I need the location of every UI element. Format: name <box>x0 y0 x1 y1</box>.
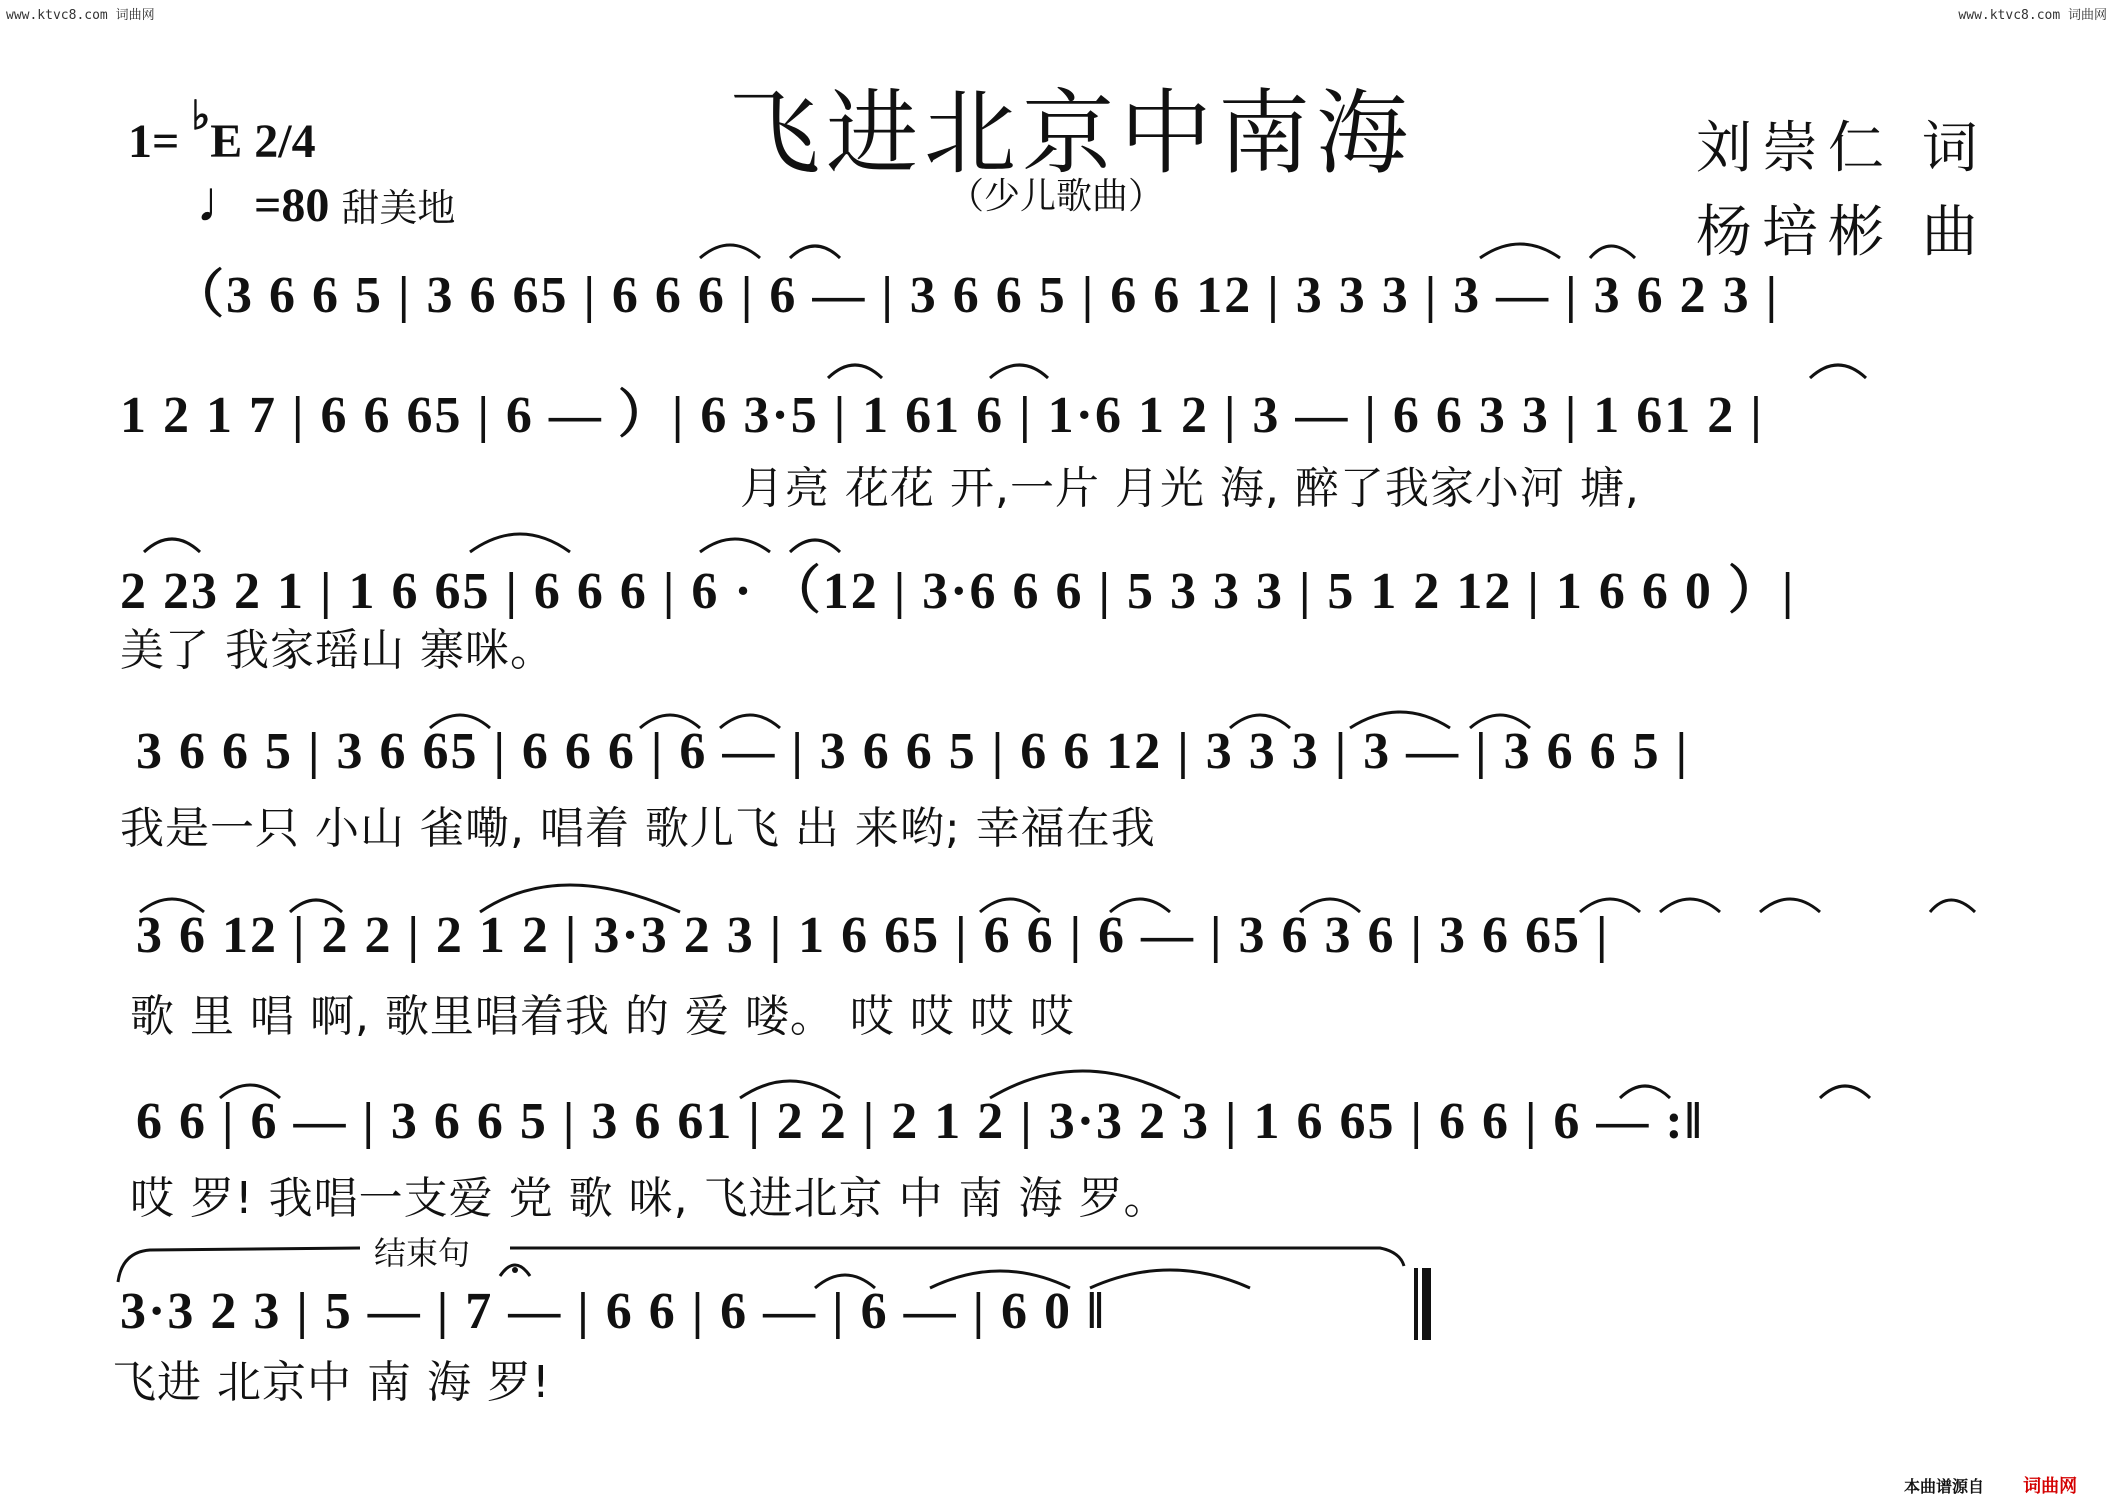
slur <box>828 365 882 378</box>
system-4-lyrics: 我是一只 小山 雀嘞, 唱着 歌儿飞 出 来哟; 幸福在我 <box>120 803 1156 854</box>
system-5-notes: 3 6 12 | 2 2 | 2 1 2 | 3·3 2 3 | 1 6 65 | 6 6 | 6 — | 3 6 3 6 | 3 6 65 | <box>136 907 1610 964</box>
lyricist-credit: 刘崇仁 词 <box>1696 116 1988 181</box>
slur <box>990 1071 1180 1098</box>
slur <box>740 1081 840 1098</box>
slur <box>815 1275 875 1288</box>
system-6-lyrics: 哎 罗! 我唱一支爱 党 歌 咪, 飞进北京 中 南 海 罗。 <box>130 1173 1169 1224</box>
composer-credit: 杨培彬 曲 <box>1696 200 1988 265</box>
slur <box>1300 899 1360 912</box>
ending-bracket <box>118 1248 1404 1282</box>
slur <box>790 540 840 552</box>
flat-sign: ♭ <box>191 93 211 138</box>
system-5-lyrics: 歌 里 唱 啊, 歌里唱着我 的 爱 喽。 哎 哎 哎 哎 <box>130 991 1075 1042</box>
slur <box>1230 715 1290 728</box>
system-6-notes: 6 6 | 6 — | 3 6 6 5 | 3 6 61 | 2 2 | 2 1 2 | 3·3 2 3 | 1 6 65 | 6 6 | 6 — :‖ <box>136 1093 1704 1150</box>
slur <box>1580 899 1640 912</box>
key-rest: E 2/4 <box>210 115 316 168</box>
slur <box>700 539 770 552</box>
tempo-value: =80 <box>254 179 330 232</box>
slur <box>470 534 570 552</box>
slur-marks <box>140 244 1975 1288</box>
slur <box>144 539 200 552</box>
slur <box>1110 899 1170 912</box>
slur <box>1480 244 1560 258</box>
quarter-note-icon: ♩ <box>196 169 254 234</box>
slur <box>1090 1270 1250 1288</box>
system-1-notes: （3 6 6 5 | 3 6 65 | 6 6 6 | 6 — | 3 6 6 5 | 6 6 12 | 3 3 3 | 3 — | 3 6 2 3 | <box>172 267 1780 324</box>
slur <box>700 245 760 258</box>
slur <box>980 899 1040 912</box>
slur <box>1930 900 1975 912</box>
final-barline <box>1414 1268 1431 1340</box>
slur <box>1660 899 1720 912</box>
slur <box>1590 246 1635 258</box>
footer-logo[interactable]: 词曲网 <box>2023 1476 2078 1497</box>
system-4-notes: 3 6 6 5 | 3 6 65 | 6 6 6 | 6 — | 3 6 6 5 | 6 6 12 | 3 3 3 | 3 — | 3 6 6 5 | <box>136 723 1690 780</box>
mood-marking: 甜美地 <box>341 186 456 230</box>
slur <box>430 715 490 728</box>
watermark-left: www.ktvc8.com 词曲网 <box>6 8 155 23</box>
slur <box>1810 365 1866 378</box>
page-subtitle: （少儿歌曲） <box>948 176 1165 217</box>
slur <box>990 365 1048 378</box>
fermata-icon <box>500 1265 530 1276</box>
system-7-notes: 3·3 2 3 | 5 — | 7 — | 6 6 | 6 — | 6 — | 6 0 ‖ <box>120 1283 1106 1340</box>
slur <box>720 715 780 728</box>
slur <box>930 1271 1070 1288</box>
slur <box>1820 1086 1870 1098</box>
key-prefix: 1= <box>128 115 192 168</box>
slur <box>790 246 840 258</box>
footer <box>1904 1472 2077 1498</box>
system-2-lyrics: 月亮 花花 开,一片 月光 海, 醉了我家小河 塘, <box>740 463 1640 514</box>
slur <box>290 900 342 912</box>
slur <box>1470 715 1530 728</box>
watermark-right: www.ktvc8.com 词曲网 <box>1958 8 2107 23</box>
system-3-notes: 2 23 2 1 | 1 6 65 | 6 6 6 | 6 · （12 | 3·6 6 6 | 5 3 3 3 | 5 1 2 12 | 1 6 6 0 ）| <box>120 563 1796 620</box>
slur <box>140 899 204 912</box>
footer-source-text: 本曲谱源自 <box>1904 1477 1985 1496</box>
slur <box>220 1085 280 1098</box>
page-title: 飞进北京中南海 <box>728 80 1415 187</box>
slur <box>480 885 680 912</box>
system-7-lyrics: 飞进 北京中 南 海 罗! <box>112 1357 551 1408</box>
slur <box>1350 712 1450 728</box>
system-3-lyrics: 美了 我家瑶山 寨咪。 <box>120 625 555 676</box>
slur <box>640 715 700 728</box>
slur <box>1760 899 1820 912</box>
ending-phrase-label: 结束句 <box>368 1228 476 1274</box>
system-2-notes: 1 2 1 7 | 6 6 65 | 6 — ）| 6 3·5 | 1 61 6 | 1·6 1 2 | 3 — | 6 6 3 3 | 1 61 2 | <box>120 387 1764 444</box>
slur <box>1620 1086 1670 1098</box>
